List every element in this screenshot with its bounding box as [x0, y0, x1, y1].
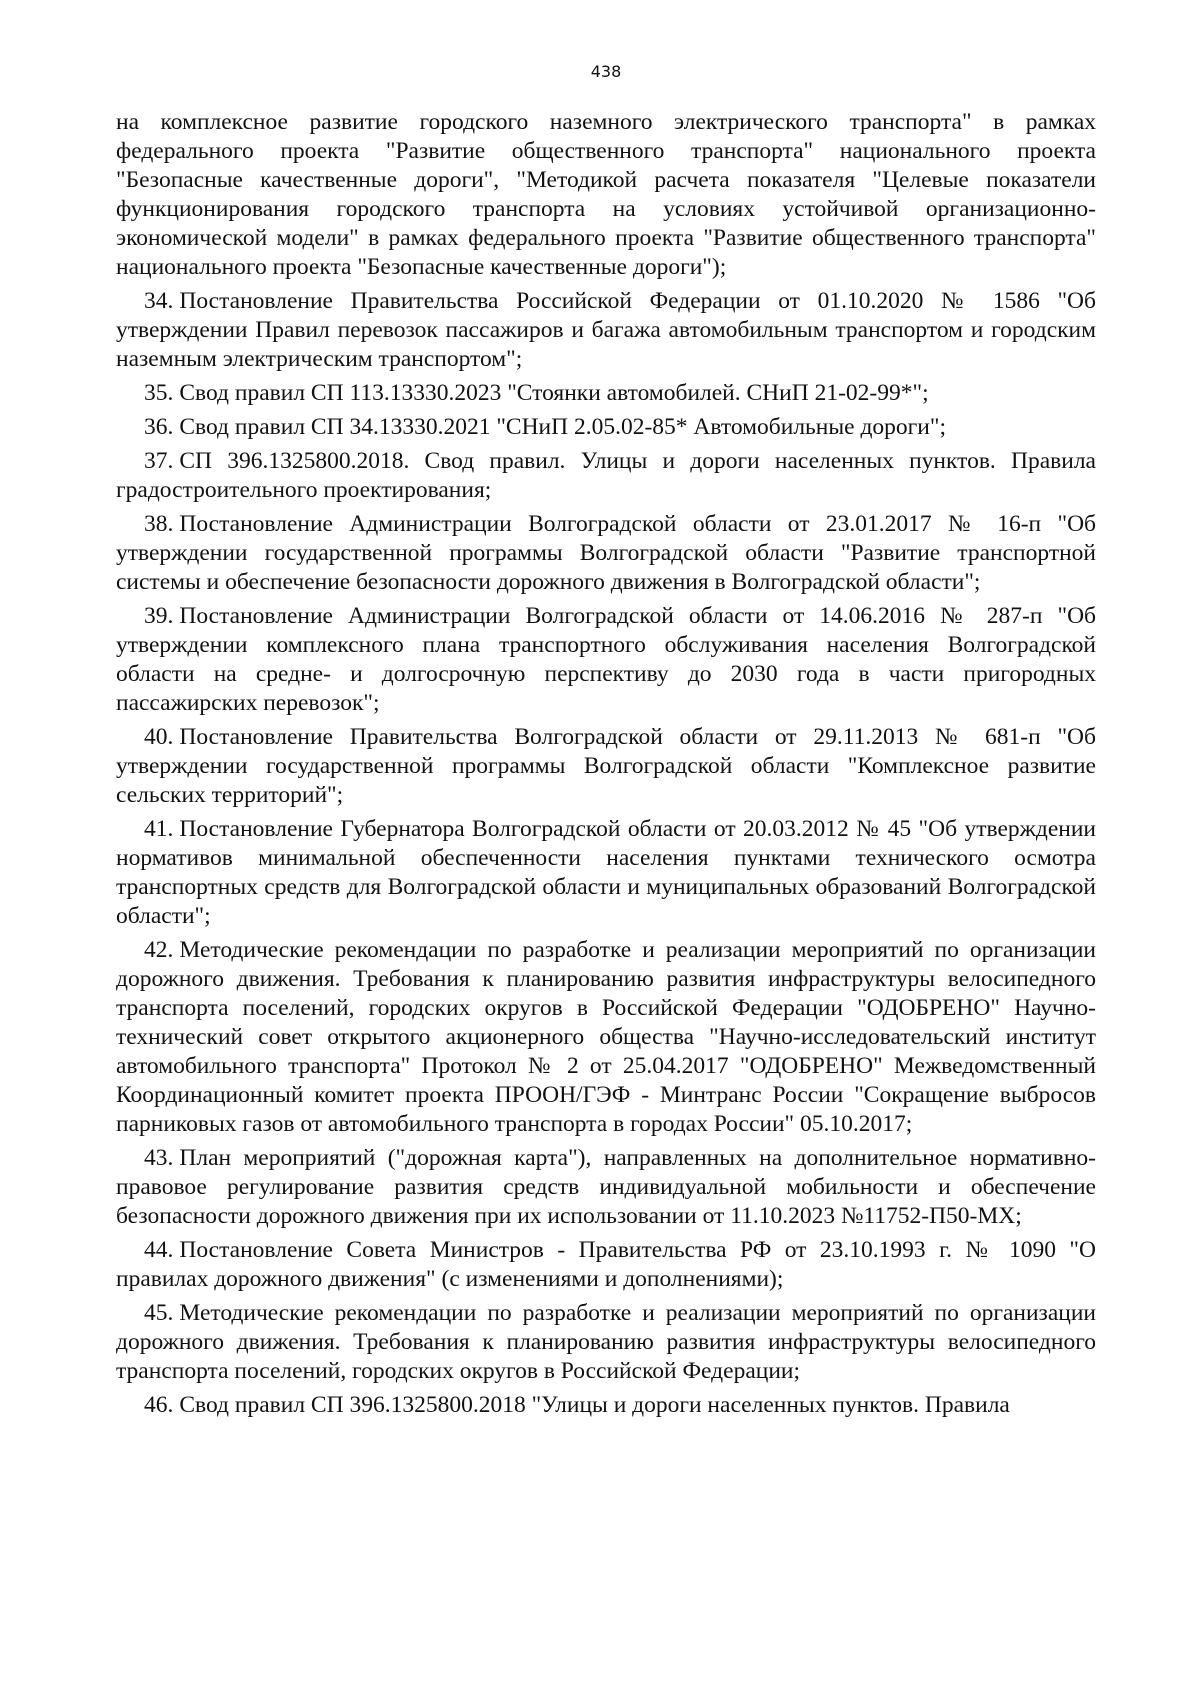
list-item-41	[116, 815, 1096, 931]
list-item-number: 45.	[144, 1300, 174, 1326]
list-item-number: 40.	[144, 724, 174, 750]
paragraph-continuation	[116, 108, 1096, 282]
list-item-35	[116, 379, 1096, 408]
list-item-46	[116, 1391, 1096, 1420]
list-item-text: Постановление Правительства Российской Федерации от 01.10.2020 № 1586 "Об утверждении Правил перевозок пассажиров и багажа автомобильным транспортом и городским наземным электрическим транспортом";	[116, 288, 1096, 372]
list-item-number: 44.	[144, 1237, 174, 1263]
list-item-number: 39.	[144, 603, 174, 629]
list-item-number: 34.	[144, 288, 174, 314]
list-item-number: 46.	[144, 1392, 174, 1418]
page-number: 438	[590, 62, 622, 81]
list-item-number: 43.	[144, 1145, 174, 1171]
list-item-36	[116, 413, 1096, 442]
list-item-44	[116, 1236, 1096, 1294]
list-item-text: Методические рекомендации по разработке и реализации мероприятий по организации дорожного движения. Требования к планированию развития инфраструктуры велосипедного транспорта поселений, городских округов в Российской Федерации;	[116, 1300, 1096, 1384]
list-item-42	[116, 936, 1096, 1139]
list-item-number: 38.	[144, 511, 174, 537]
list-item-text: Свод правил СП 113.13330.2023 "Стоянки автомобилей. СНиП 21-02-99*";	[179, 380, 929, 406]
list-item-37	[116, 447, 1096, 505]
list-item-45	[116, 1299, 1096, 1386]
list-item-text: Свод правил СП 396.1325800.2018 "Улицы и дороги населенных пунктов. Правила	[179, 1392, 1010, 1418]
list-item-text: СП 396.1325800.2018. Свод правил. Улицы и дороги населенных пунктов. Правила градостроительного проектирования;	[116, 448, 1096, 503]
list-item-text: Свод правил СП 34.13330.2021 "СНиП 2.05.02-85* Автомобильные дороги";	[179, 414, 946, 440]
list-item-40	[116, 723, 1096, 810]
list-item-34	[116, 287, 1096, 374]
list-item-number: 42.	[144, 937, 174, 963]
paragraph-text: на комплексное развитие городского наземного электрического транспорта" в рамках федерального проекта "Развитие общественного транспорта" национального проекта "Безопасные качественные дороги", "Методикой расчета показателя "Целевые показатели функционирования городского транспорта на условиях устойчивой организационно-экономической модели" в рамках федерального проекта "Развитие общественного транспорта" национального проекта "Безопасные качественные дороги");	[116, 109, 1096, 280]
list-item-text: План мероприятий ("дорожная карта"), направленных на дополнительное нормативно-правовое регулирование развития средств индивидуальной мобильности и обеспечение безопасности дорожного движения при их использовании от 11.10.2023 №11752-П50-МХ;	[116, 1145, 1096, 1229]
document-page	[116, 62, 1096, 1425]
list-item-39	[116, 602, 1096, 718]
list-item-43	[116, 1144, 1096, 1231]
list-item-number: 41.	[144, 816, 174, 842]
list-item-number: 35.	[144, 380, 174, 406]
list-item-text: Постановление Администрации Волгоградской области от 23.01.2017 № 16-п "Об утверждении государственной программы Волгоградской области "Развитие транспортной системы и обеспечение безопасности дорожного движения в Волгоградской области";	[116, 511, 1096, 595]
list-item-38	[116, 510, 1096, 597]
list-item-text: Постановление Совета Министров - Правительства РФ от 23.10.1993 г. № 1090 "О правилах дорожного движения" (с изменениями и дополнениями);	[116, 1237, 1096, 1292]
list-item-number: 36.	[144, 414, 174, 440]
list-item-text: Постановление Правительства Волгоградской области от 29.11.2013 № 681-п "Об утверждении государственной программы Волгоградской области "Комплексное развитие сельских территорий";	[116, 724, 1096, 808]
list-item-text: Постановление Администрации Волгоградской области от 14.06.2016 № 287-п "Об утверждении комплексного плана транспортного обслуживания населения Волгоградской области на средне- и долгосрочную перспективу до 2030 года в части пригородных пассажирских перевозок";	[116, 603, 1096, 716]
list-item-number: 37.	[144, 448, 174, 474]
list-item-text: Постановление Губернатора Волгоградской области от 20.03.2012 № 45 "Об утверждении нормативов минимальной обеспеченности населения пунктами технического осмотра транспортных средств для Волгоградской области и муниципальных образований Волгоградской области";	[116, 816, 1096, 929]
list-item-text: Методические рекомендации по разработке и реализации мероприятий по организации дорожного движения. Требования к планированию развития инфраструктуры велосипедного транспорта поселений, городских округов в Российской Федерации "ОДОБРЕНО" Научно-технический совет открытого акционерного общества "Научно-исследовательский институт автомобильного транспорта" Протокол № 2 от 25.04.2017 "ОДОБРЕНО" Межведомственный Координационный комитет проекта ПРООН/ГЭФ - Минтранс России "Сокращение выбросов парниковых газов от автомобильного транспорта в городах России" 05.10.2017;	[116, 937, 1096, 1137]
